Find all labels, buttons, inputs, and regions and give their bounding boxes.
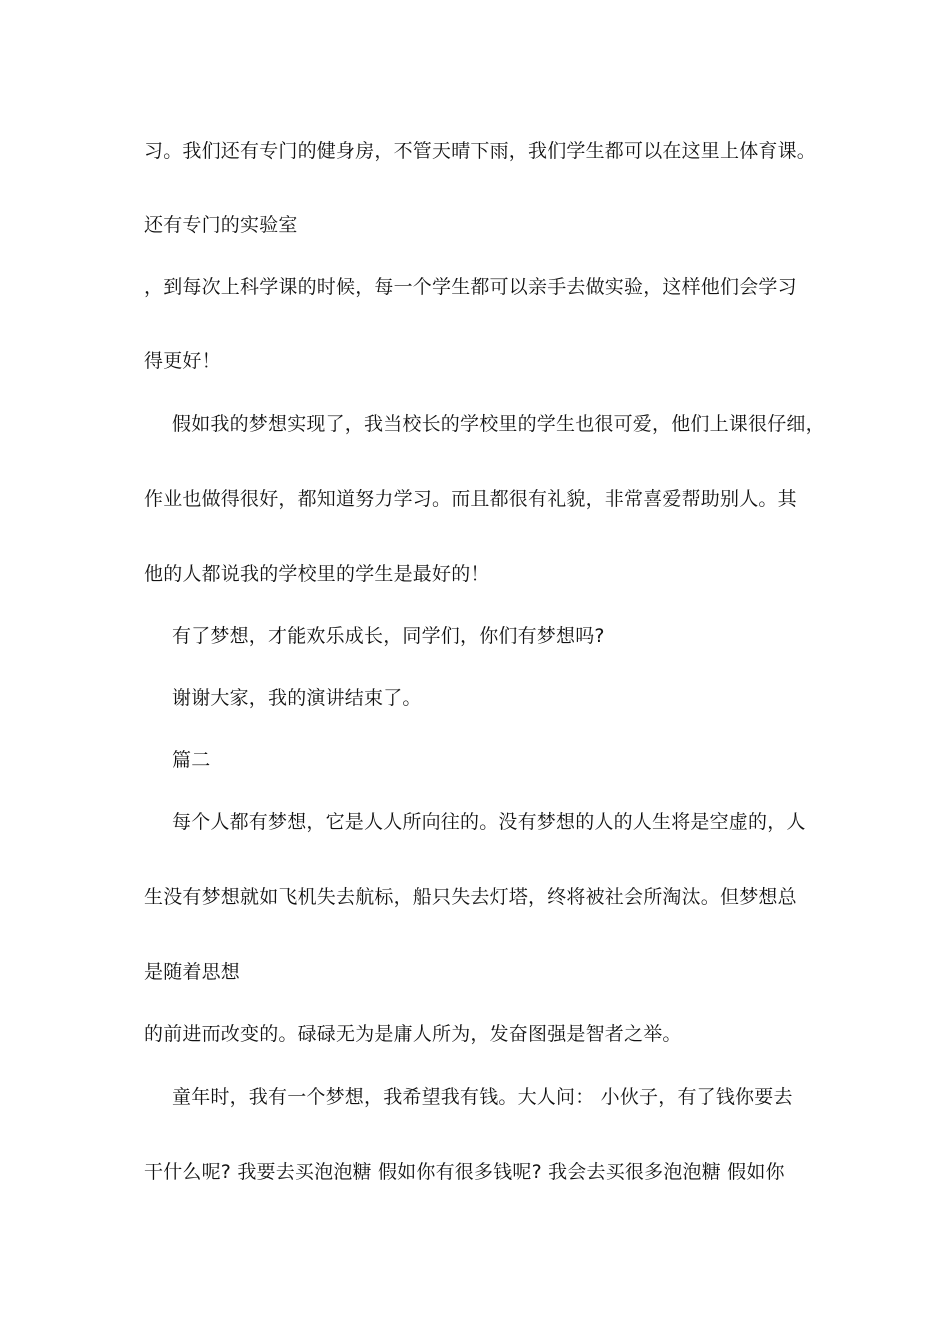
text-line: 作业也做得很好，都知道努力学习。而且都很有礼貌，非常喜爱帮助别人。其: [144, 488, 797, 510]
text-line: 童年时，我有一个梦想，我希望我有钱。大人问： 小伙子，有了钱你要去: [172, 1086, 793, 1108]
text-line: ，到每次上科学课的时候，每一个学生都可以亲手去做实验，这样他们会学习: [144, 276, 797, 298]
text-line: 生没有梦想就如飞机失去航标，船只失去灯塔，终将被社会所淘汰。但梦想总: [144, 886, 797, 908]
text-line: 谢谢大家，我的演讲结束了。: [172, 687, 422, 709]
text-line: 得更好！: [144, 350, 221, 372]
text-line: 是随着思想: [144, 961, 241, 983]
section-heading: 篇二: [172, 749, 211, 771]
text-line: 还有专门的实验室: [144, 214, 298, 236]
text-line: 有了梦想，才能欢乐成长，同学们，你们有梦想吗?: [172, 625, 605, 647]
text-line: 习。我们还有专门的健身房，不管天晴下雨，我们学生都可以在这里上体育课。: [144, 140, 817, 162]
text-line: 他的人都说我的学校里的学生是最好的！: [144, 563, 490, 585]
text-line: 的前进而改变的。碌碌无为是庸人所为，发奋图强是智者之举。: [144, 1023, 682, 1045]
text-line: 干什么呢? 我要去买泡泡糖 假如你有很多钱呢? 我会去买很多泡泡糖 假如你: [144, 1161, 785, 1183]
text-line: 每个人都有梦想，它是人人所向往的。没有梦想的人的人生将是空虚的，人: [172, 811, 806, 833]
text-line: 假如我的梦想实现了，我当校长的学校里的学生也很可爱，他们上课很仔细，: [172, 413, 825, 435]
